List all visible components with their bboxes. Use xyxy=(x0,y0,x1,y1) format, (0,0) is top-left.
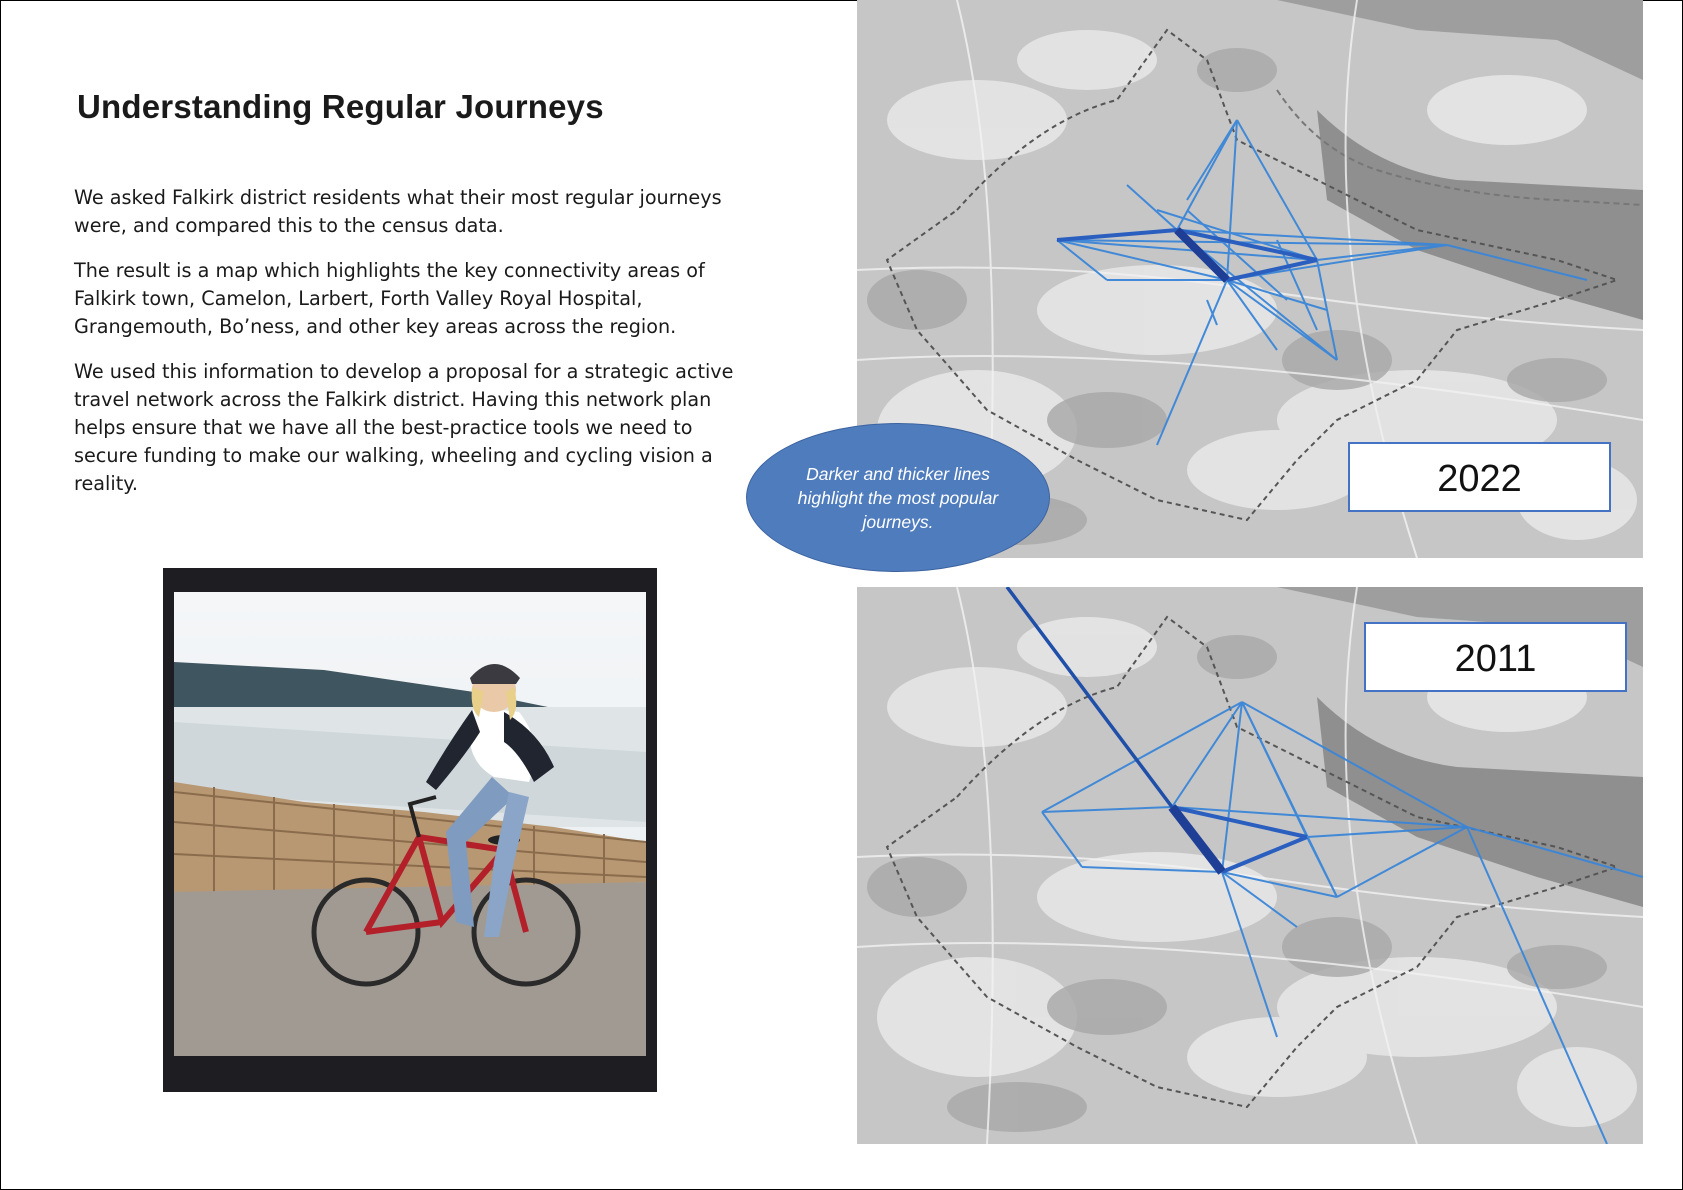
cyclist-photo xyxy=(174,592,646,1056)
paragraph-3: We used this information to develop a proposal for a strategic active travel network across the Falkirk district. Having this network plan helps ensure that we have all the best-practice tools we need to secure funding to make our walking, wheeling and cycling vision a reality. xyxy=(74,360,734,495)
body-text xyxy=(74,184,754,515)
callout-bubble xyxy=(746,423,1050,572)
cyclist-photo-frame xyxy=(163,568,657,1092)
callout-text: Darker and thicker lines highlight the most popular journeys. xyxy=(797,463,999,532)
paragraph-2: The result is a map which highlights the key connectivity areas of Falkirk town, Camelon, Larbert, Forth Valley Royal Hospital, Grangemouth, Bo’ness, and other key areas across the region. xyxy=(74,259,705,338)
year-label-2011: 2011 xyxy=(1364,622,1627,692)
paragraph-1: We asked Falkirk district residents what their most regular journeys were, and compared this to the census data. xyxy=(74,186,722,237)
page-title: Understanding Regular Journeys xyxy=(77,88,604,125)
year-label-2022: 2022 xyxy=(1348,442,1611,512)
